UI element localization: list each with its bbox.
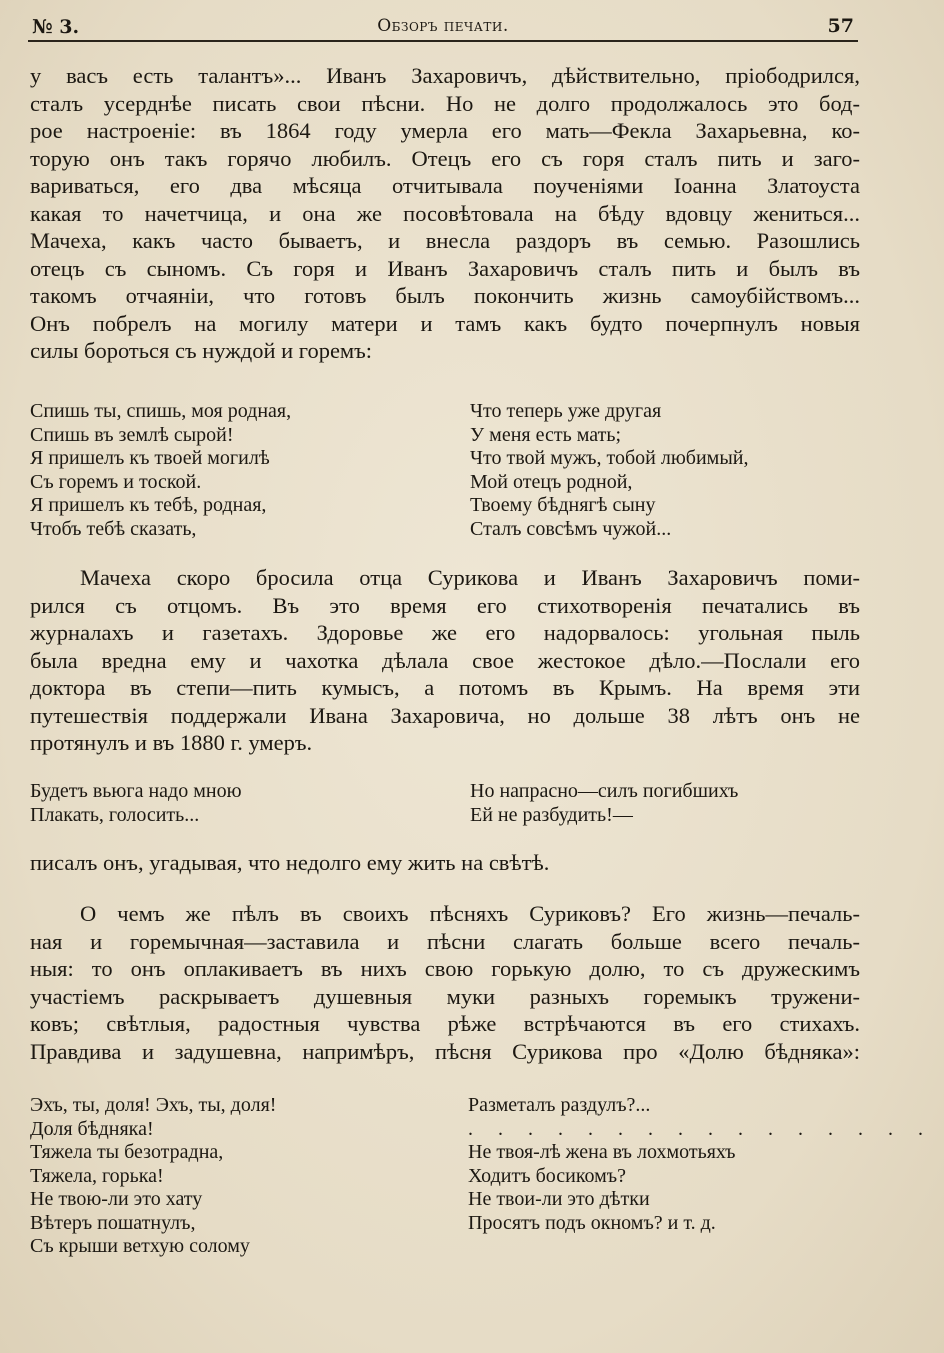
text-line: вариваться, его два мѣсяца отчитывала поученіями Іоанна Златоуста [30,173,860,198]
verse-line: Я пришелъ къ твоей могилѣ [30,447,270,469]
verse-blizzard-right [470,780,738,827]
verse-line: Эхъ, ты, доля! Эхъ, ты, доля! [30,1094,277,1116]
verse-grave-left [30,400,291,541]
verse-line: Вѣтеръ пошатнулъ, [30,1211,196,1234]
verse-line: Плакать, голосить... [30,803,200,826]
text-line: Мачеха скоро бросила отца Сурикова и Иванъ Захаровичъ поми- [80,565,860,590]
verse-line: Будетъ вьюга надо мною [30,780,242,802]
text-line: Онъ побрелъ на могилу матери и тамъ какъ будто почерпнулъ новыя [30,310,860,336]
verse-line: Не твою-ли это хату [30,1188,203,1210]
verse-poor-mans-lot-right [468,1094,933,1235]
page-header [28,10,858,42]
verse-line: Что теперь уже другая [470,400,662,422]
verse-line: Спишь ты, спишь, моя родная, [30,400,292,422]
verse-line: Чтобъ тебѣ сказать, [30,517,197,540]
text-line: такомъ отчаяніи, что готовъ былъ покончить жизнь самоубійствомъ... [30,283,860,308]
verse-line: Спишь въ землѣ сырой! [30,423,234,446]
running-title: Обзоръ печати. [377,16,509,36]
text-line: ная и горемычная—заставила и пѣсни слагать больше всего печаль- [30,928,860,954]
text-line: силы бороться съ нуждой и горемъ: [30,338,373,363]
ellipsis-row: . . . . . . . . . . . . . . . . [468,1117,933,1140]
verse-line: Но напрасно—силъ погибшихъ [470,780,739,802]
verse-blizzard-left [30,780,242,827]
text-line: протянулъ и въ 1880 г. умеръ. [30,730,313,755]
text-line: Правдива и задушевна, напримѣръ, пѣсня Сурикова про «Долю бѣдняка»: [30,1038,860,1064]
verse-line: Я пришелъ къ тебѣ, родная, [30,494,267,516]
paragraph-what-he-sang [30,900,860,1065]
text-line: Мачеха, какъ часто бываетъ, и внесла раздоръ въ семью. Разошлись [30,228,860,253]
verse-line: Ей не разбудить!— [470,803,633,826]
text-line: О чемъ же пѣлъ въ своихъ пѣсняхъ Суриковъ? Его жизнь—печаль- [80,901,860,926]
verse-line: Не твои-ли это дѣтки [468,1188,650,1210]
verse-line: Доля бѣдняка! [30,1117,154,1140]
verse-line: Тяжела, горька! [30,1164,164,1187]
verse-line: Просятъ подъ окномъ? и т. д. [468,1211,716,1234]
text-line: какая то начетчица, и она же посовѣтовала на бѣду вдовцу жениться... [30,200,860,226]
paragraph-surikov-mother-death [30,62,860,365]
text-line: путешествія поддержали Ивана Захаровича, но дольше 38 лѣтъ онъ не [30,702,860,728]
issue-number: № 3. [32,16,80,38]
text-line: была вредна ему и чахотка дѣлала свое жестокое дѣло.—Послали его [30,647,860,673]
text-line: доктора въ степи—пить кумысъ, а потомъ въ Крымъ. На время эти [30,675,860,700]
page-number: 57 [827,15,854,37]
text-line: участіемъ раскрываетъ душевныя муки разныхъ горемыкъ тружени- [30,983,860,1009]
text-line: рился съ отцомъ. Въ это время его стихотворенія печатались въ [30,592,860,618]
verse-line: У меня есть мать; [470,423,622,446]
paragraph-illness-death [30,564,860,757]
verse-line: Съ крыши ветхую солому [30,1235,250,1257]
verse-poor-mans-lot-left [30,1094,276,1259]
verse-line: Разметалъ раздулъ?... [468,1094,651,1116]
text-line: торую онъ такъ горячо любилъ. Отецъ его съ горя сталъ пить и заго- [30,145,860,171]
verse-line: Что твой мужъ, тобой любимый, [470,447,749,469]
verse-line: Сталъ совсѣмъ чужой... [470,517,672,540]
verse-grave-right [470,400,748,541]
verse-line: Съ горемъ и тоской. [30,470,202,493]
text-line: у васъ есть талантъ»... Иванъ Захаровичъ, дѣйствительно, пріободрился, [30,63,860,88]
verse-line: Ходитъ босикомъ? [468,1164,627,1187]
verse-line: Мой отецъ родной, [470,470,633,493]
text-line: писалъ онъ, угадывая, что недолго ему жить на свѣтѣ. [30,850,550,875]
text-line: журналахъ и газетахъ. Здоровье же его надорвалось: угольная пыль [30,620,860,645]
text-line: рое настроеніе: въ 1864 году умерла его мать—Фекла Захарьевна, ко- [30,118,860,143]
verse-line: Тяжела ты безотрадна, [30,1141,224,1163]
verse-line: Твоему бѣднягѣ сыну [470,494,656,516]
verse-line: Не твоя-лѣ жена въ лохмотьяхъ [468,1141,736,1163]
text-line: ковъ; свѣтлыя, радостныя чувства рѣже встрѣчаются въ его стихахъ. [30,1011,860,1036]
text-line: отецъ съ сыномъ. Съ горя и Иванъ Захаровичъ сталъ пить и былъ въ [30,255,860,281]
text-line: ныя: то онъ оплакиваетъ въ нихъ свою горькую долю, то съ дружескимъ [30,956,860,981]
text-line: сталъ усерднѣе писать свои пѣсни. Но не долго продолжалось это бод- [30,90,860,116]
paragraph-wrote-he [30,849,860,877]
